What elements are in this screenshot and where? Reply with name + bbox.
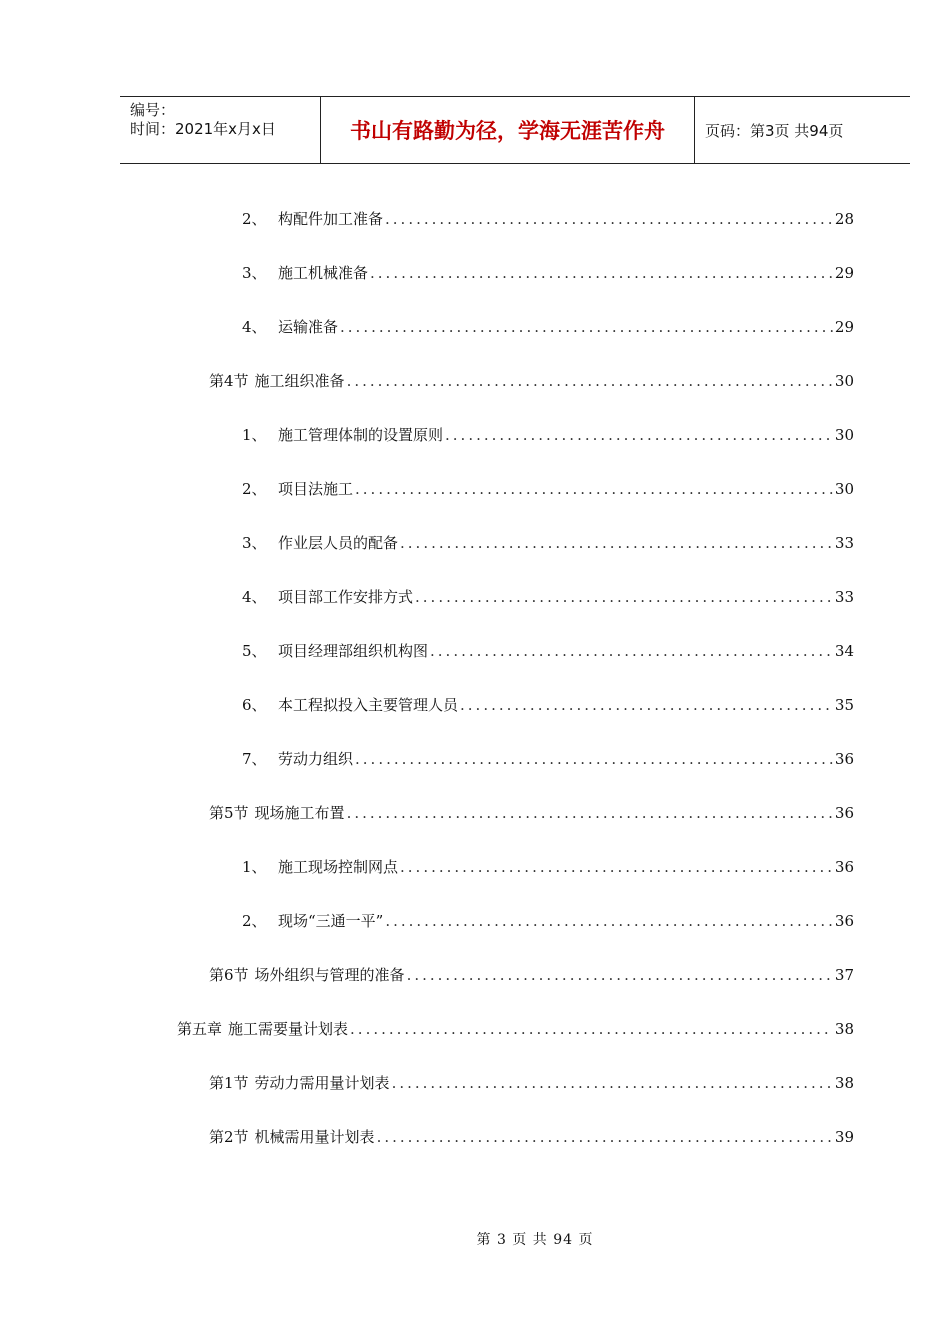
toc-leader-dots [392,1074,833,1092]
toc-entry-page: 35 [834,696,854,714]
toc-leader-dots [377,1128,833,1146]
toc-entry-number: 第5节 [209,804,249,822]
toc-entry-number: 第4节 [209,372,249,390]
toc-entry-number: 7、 [242,750,267,768]
toc-entry-page: 36 [834,858,854,876]
toc-leader-dots [415,588,833,606]
toc-entry[interactable] [242,640,854,662]
toc-entry-number: 第五章 [177,1020,223,1038]
toc-entry-title: 施工管理体制的设置原则 [278,426,444,444]
toc-leader-dots [385,210,833,228]
header-slogan: 书山有路勤为径，学海无涯苦作舟 [321,97,695,163]
toc-entry[interactable] [209,1126,854,1148]
toc-leader-dots [400,534,833,552]
toc-entry-page: 30 [834,426,854,444]
toc-entry-title: 项目经理部组织机构图 [278,642,429,660]
toc-entry-page: 38 [834,1074,854,1092]
toc-entry[interactable] [209,1072,854,1094]
toc-entry[interactable] [242,856,854,878]
toc-entry[interactable] [242,316,854,338]
toc-entry[interactable] [209,802,854,824]
toc-entry[interactable] [177,1018,854,1040]
toc-leader-dots [445,426,833,444]
toc-entry-page: 38 [834,1020,854,1038]
toc-entry-page: 36 [834,750,854,768]
toc-entry-page: 39 [834,1128,854,1146]
footer-page-number: 第 3 页 共 94 页 [476,1232,594,1248]
toc-entry-page: 29 [834,318,854,336]
toc-entry-page: 36 [834,804,854,822]
toc-leader-dots [400,858,833,876]
toc-entry-number: 1、 [242,858,267,876]
toc-leader-dots [340,318,833,336]
toc-entry[interactable] [209,964,854,986]
page-footer [0,1229,950,1249]
toc-entry[interactable] [242,910,854,932]
toc-entry-number: 1、 [242,426,267,444]
header-number: 编号： [130,101,176,119]
toc-entry-number: 2、 [242,912,267,930]
toc-entry-page: 33 [834,588,854,606]
toc-entry[interactable] [242,478,854,500]
toc-entry-number: 6、 [242,696,267,714]
toc-entry[interactable] [242,586,854,608]
header-page-info: 页码：第3页 共94页 [705,121,844,140]
header-time: 时间：2021年x月x日 [130,120,276,138]
toc-entry-number: 第1节 [209,1074,249,1092]
toc-entry-number: 第2节 [209,1128,249,1146]
toc-entry-page: 33 [834,534,854,552]
toc-entry[interactable] [242,262,854,284]
toc-entry-title: 现场施工布置 [254,804,345,822]
toc-leader-dots [350,1020,833,1038]
toc-entry-page: 34 [834,642,854,660]
toc-entry-page: 29 [834,264,854,282]
toc-entry-number: 2、 [242,210,267,228]
toc-entry-title: 构配件加工准备 [278,210,384,228]
toc-entry-title: 现场“三通一平” [278,912,384,930]
toc-entry-number: 4、 [242,318,267,336]
toc-entry[interactable] [242,694,854,716]
toc-entry-title: 运输准备 [278,318,339,336]
toc-leader-dots [430,642,833,660]
toc-entry-title: 施工组织准备 [254,372,345,390]
toc-leader-dots [347,372,833,390]
toc-entry-title: 施工机械准备 [278,264,369,282]
toc-leader-dots [370,264,833,282]
toc-entry[interactable] [242,424,854,446]
toc-entry-title: 施工需要量计划表 [228,1020,349,1038]
toc-entry-page: 36 [834,912,854,930]
toc-leader-dots [460,696,833,714]
page-header [120,96,910,164]
toc-entry-title: 场外组织与管理的准备 [254,966,405,984]
toc-entry-number: 5、 [242,642,267,660]
toc-entry-title: 项目部工作安排方式 [278,588,414,606]
toc-entry-number: 第6节 [209,966,249,984]
toc-entry[interactable] [209,370,854,392]
toc-leader-dots [347,804,833,822]
toc-entry-page: 30 [834,480,854,498]
toc-leader-dots [355,480,833,498]
toc-leader-dots [385,912,833,930]
toc-leader-dots [355,750,833,768]
toc-entry-title: 劳动力需用量计划表 [254,1074,390,1092]
toc-entry-number: 4、 [242,588,267,606]
toc-entry-page: 30 [834,372,854,390]
toc-entry-title: 作业层人员的配备 [278,534,399,552]
toc-entry-number: 3、 [242,534,267,552]
toc-entry[interactable] [242,532,854,554]
toc-entry[interactable] [242,208,854,230]
toc-entry-number: 3、 [242,264,267,282]
toc-entry-title: 施工现场控制网点 [278,858,399,876]
toc-entry-title: 本工程拟投入主要管理人员 [278,696,459,714]
toc-entry-page: 28 [834,210,854,228]
toc-entry[interactable] [242,748,854,770]
toc-entry-title: 项目法施工 [278,480,354,498]
toc-entry-number: 2、 [242,480,267,498]
toc-entry-title: 劳动力组织 [278,750,354,768]
header-meta [120,97,321,163]
toc-entry-page: 37 [834,966,854,984]
toc-entry-title: 机械需用量计划表 [254,1128,375,1146]
toc-leader-dots [407,966,833,984]
